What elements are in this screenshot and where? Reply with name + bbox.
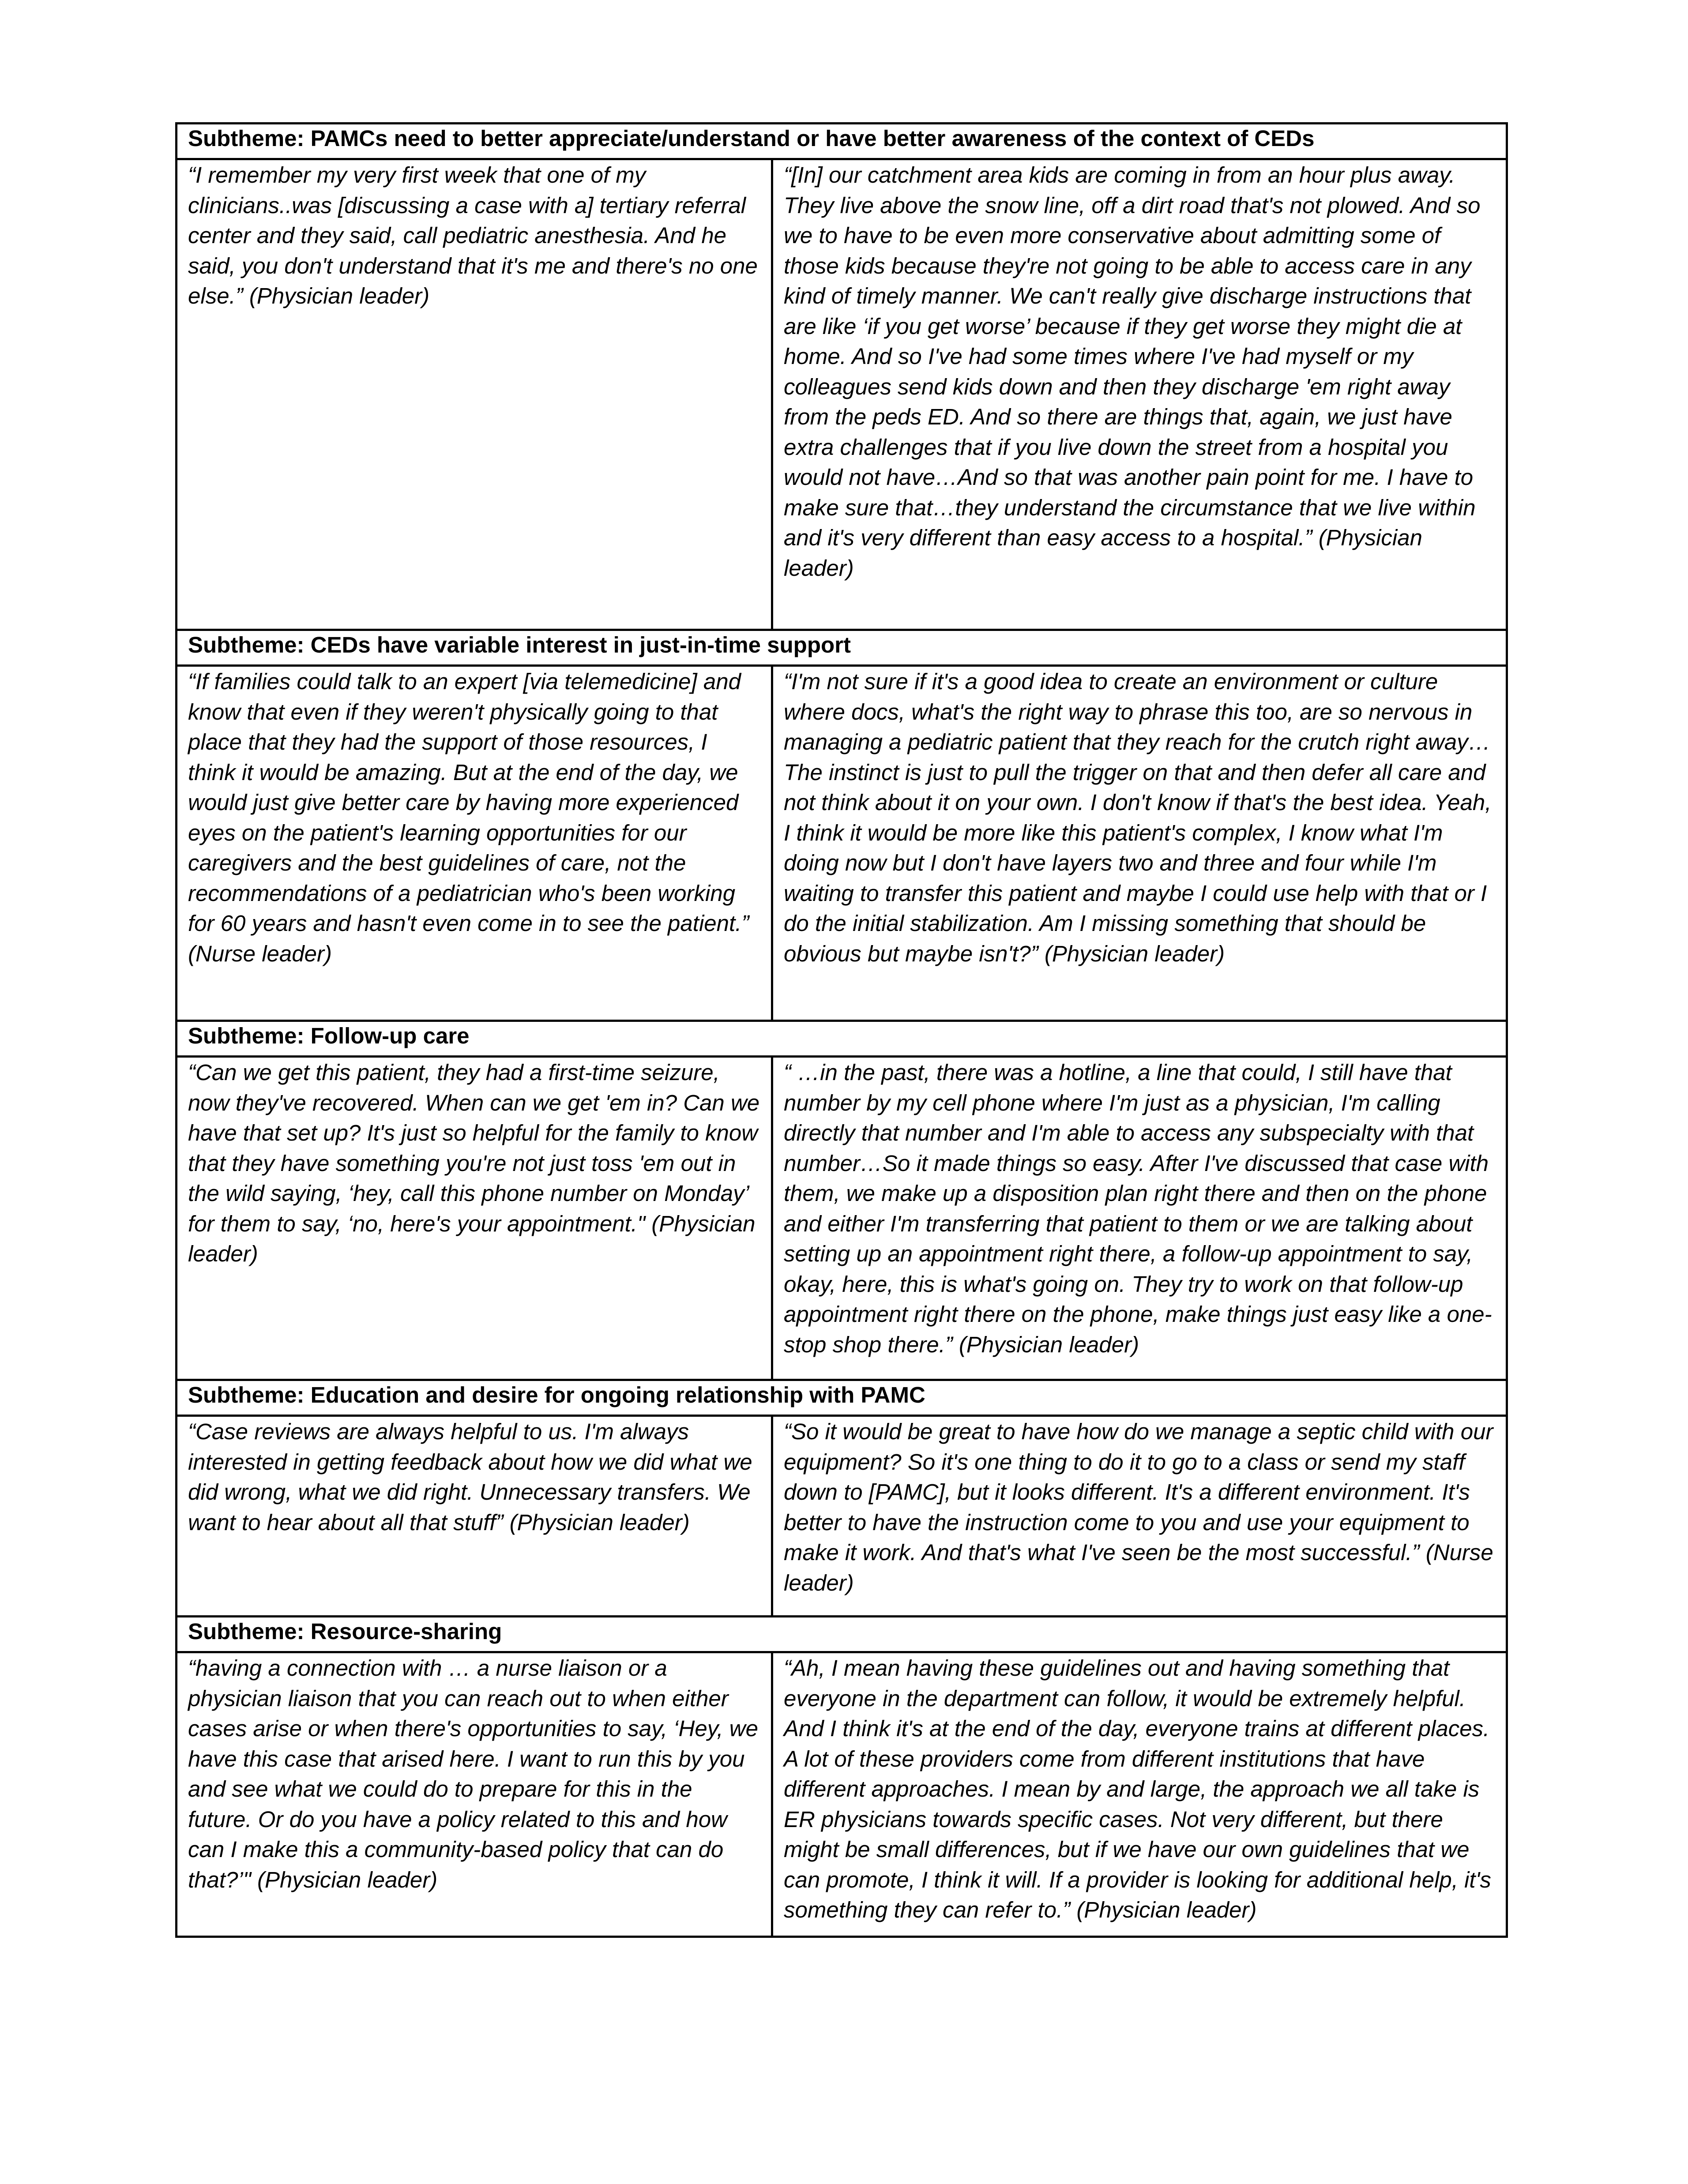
quote-text: “Ah, I mean having these guidelines out and having something that everyone in the department can follow, it would be extremely helpful. And I think it's at the end of the day, everyone trains at different places. A lot of these providers come from different institutions that have different approaches. I mean by and large, the approach we all take is ER physicians towards specific cases. Not very different, but there might be small differences, but if we have our own guidelines that we can promote, I think it will. If a provider is looking for additional help, it's something they can refer to.” (Physician leader) [784, 1655, 1491, 1922]
subtheme-row [177, 1380, 1507, 1416]
quote-row [177, 1416, 1507, 1617]
quote-text: “having a connection with … a nurse liaison or a physician liaison that you can reach out to when either cases arise or when there's opportunities to say, ‘Hey, we have this case that arised here. I want to run this by you and see what we could do to prepare for this in the future. Or do you have a policy related to this and how can I make this a community-based policy that can do that?’" (Physician leader) [188, 1655, 758, 1892]
quote-row [177, 1057, 1507, 1380]
subtheme-heading: Subtheme: Education and desire for ongoing relationship with PAMC [177, 1380, 1507, 1416]
quote-cell-right [772, 666, 1507, 1021]
quote-text: “I'm not sure if it's a good idea to create an environment or culture where docs, what's the right way to phrase this too, are so nervous in managing a pediatric patient that they reach for the crutch right away…The instinct is just to pull the trigger on that and then defer all care and not think about it on your own. I don't know if that's the best idea. Yeah, I think it would be more like this patient's complex, I know what I'm doing now but I don't have layers two and three and four while I'm waiting to transfer this patient and maybe I could use help with that or I do the initial stabilization. Am I missing something that should be obvious but maybe isn't?” (Physician leader) [784, 669, 1492, 966]
quote-cell-right [772, 159, 1507, 630]
quote-row [177, 666, 1507, 1021]
quote-cell-right [772, 1416, 1507, 1617]
quote-text: “So it would be great to have how do we manage a septic child with our equipment? So it's one thing to do it to go to a class or send my staff down to [PAMC], but it looks different. It's a different environment. It's better to have the instruction come to you and use your equipment to make it work. And that's what I've seen be the most successful.” (Nurse leader) [784, 1419, 1493, 1595]
quote-text: “Can we get this patient, they had a first-time seizure, now they've recovered. When can we get 'em in? Can we have that set up? It's just so helpful for the family to know that they have something you're not just toss 'em out in the wild saying, ‘hey, call this phone number on Monday’ for them to say, ‘no, here's your appointment." (Physician leader) [188, 1060, 760, 1266]
quote-text: “I remember my very first week that one of my clinicians..was [discussing a case with a] tertiary referral center and they said, call pediatric anesthesia. And he said, you don't understand that it's me and there's no one else.” (Physician leader) [188, 162, 758, 308]
quote-row [177, 1652, 1507, 1937]
quote-cell-left [177, 1057, 772, 1380]
subtheme-heading: Subtheme: CEDs have variable interest in just-in-time support [177, 630, 1507, 666]
subtheme-heading: Subtheme: PAMCs need to better appreciate/understand or have better awareness of the context of CEDs [177, 124, 1507, 159]
subtheme-row [177, 124, 1507, 159]
quote-cell-right [772, 1652, 1507, 1937]
quote-text: “Case reviews are always helpful to us. I'm always interested in getting feedback about how we did what we did wrong, what we did right. Unnecessary transfers. We want to hear about all that stuff” (Physician leader) [188, 1419, 752, 1535]
quote-cell-right [772, 1057, 1507, 1380]
subtheme-row [177, 1617, 1507, 1652]
subtheme-heading: Subtheme: Resource-sharing [177, 1617, 1507, 1652]
subtheme-row [177, 630, 1507, 666]
quote-row [177, 159, 1507, 630]
quote-text: “ …in the past, there was a hotline, a line that could, I still have that number by my cell phone where I'm just as a physician, I'm calling directly that number and I'm able to access any subspecialty with that number…So it made things so easy. After I've discussed that case with them, we make up a disposition plan right there and then on the phone and either I'm transferring that patient to them or we are talking about setting up an appointment right there, a follow-up appointment to say, okay, here, this is what's going on. They try to work on that follow-up appointment right there on the phone, make things just easy like a one-stop shop there.” (Physician leader) [784, 1060, 1492, 1357]
quote-cell-left [177, 1652, 772, 1937]
quote-cell-left [177, 159, 772, 630]
quote-cell-left [177, 1416, 772, 1617]
quotes-table [175, 122, 1508, 1938]
quote-text: “If families could talk to an expert [via telemedicine] and know that even if they weren't physically going to that place that they had the support of those resources, I think it would be amazing. But at the end of the day, we would just give better care by having more experienced eyes on the patient's learning opportunities for our caregivers and the best guidelines of care, not the recommendations of a pediatrician who's been working for 60 years and hasn't even come in to see the patient.” (Nurse leader) [188, 669, 749, 966]
quote-text: “[In] our catchment area kids are coming in from an hour plus away. They live above the snow line, off a dirt road that's not plowed. And so we to have to be even more conservative about admitting some of those kids because they're not going to be able to access care in any kind of timely manner. We can't really give discharge instructions that are like ‘if you get worse’ because if they get worse they might die at home. And so I've had some times where I've had myself or my colleagues send kids down and then they discharge 'em right away from the peds ED. And so there are things that, again, we just have extra challenges that if you live down the street from a hospital you would not have…And so that was another pain point for me. I have to make sure that…they understand the circumstance that we live within and it's very different than easy access to a hospital.” (Physician leader) [784, 162, 1481, 581]
quote-cell-left [177, 666, 772, 1021]
subtheme-row [177, 1021, 1507, 1057]
subtheme-heading: Subtheme: Follow-up care [177, 1021, 1507, 1057]
